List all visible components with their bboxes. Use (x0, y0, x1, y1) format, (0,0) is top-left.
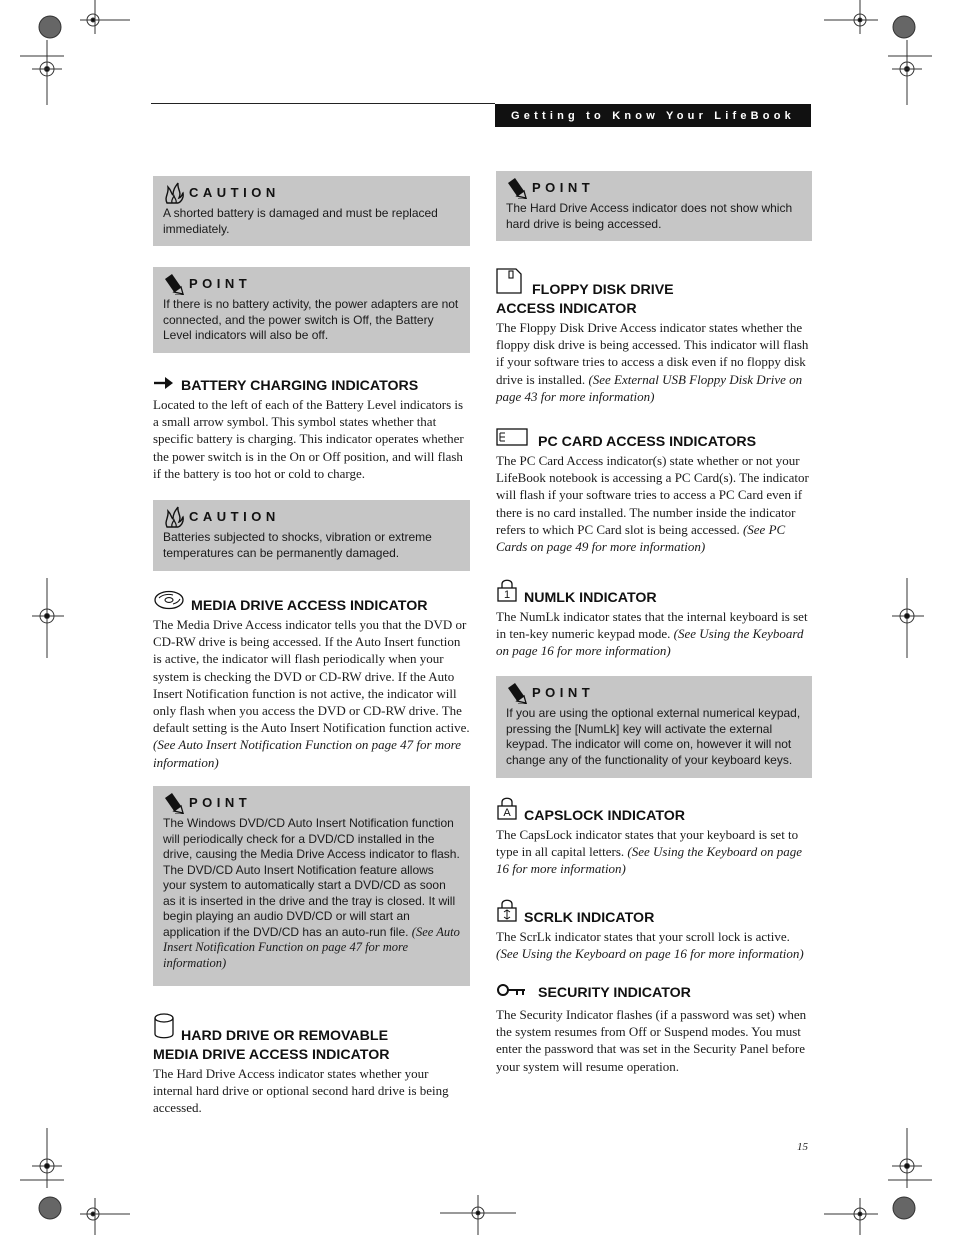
section-title: SCRLK INDICATOR (524, 910, 655, 926)
section-title: HARD DRIVE OR REMOVABLE (181, 1028, 389, 1044)
caution-flame-icon (163, 506, 185, 528)
section-title: PC CARD ACCESS INDICATORS (538, 434, 757, 450)
point-title: POINT (532, 180, 595, 196)
caution-header (163, 183, 460, 203)
section-body: The Security Indicator flashes (if a password was set) when the system resumes from Off or Suspend modes. You must enter the password that was set in the Security Panel before your system will resume operation. (496, 1007, 807, 1074)
body-text: The CapsLock indicator states that your keyboard is set to type in all capital letters. (496, 827, 799, 860)
cross-reference: (See Auto Insert Notification Function on page 47 for more information) (153, 737, 461, 770)
pc-card-section (496, 428, 812, 555)
hard-drive-section (153, 1012, 470, 1117)
battery-charging-section (153, 376, 470, 482)
point-box (496, 171, 812, 241)
section-body (496, 826, 812, 878)
point-header (163, 793, 460, 813)
section-title: SECURITY INDICATOR (538, 985, 691, 1001)
registration-mark-icon (20, 0, 170, 110)
caution-text: A shorted battery is damaged and must be replaced immediately. (163, 206, 438, 236)
caution-box (153, 500, 470, 571)
section-heading (496, 796, 812, 826)
point-header (163, 274, 460, 294)
registration-mark-icon (820, 1128, 954, 1235)
pc-card-icon (496, 428, 528, 452)
cross-reference: (See Using the Keyboard on page 16 for more information) (496, 946, 804, 962)
registration-mark-icon (440, 1195, 520, 1235)
section-title: BATTERY CHARGING INDICATORS (181, 378, 419, 394)
section-heading (153, 590, 470, 616)
section-body (496, 928, 812, 962)
caution-header (163, 507, 460, 527)
battery-arrow-icon (153, 376, 175, 396)
section-heading (496, 268, 812, 319)
point-box (496, 676, 812, 778)
capslock-lock-icon (496, 796, 518, 826)
cross-reference: (See Using the Keyboard on page 16 for more information) (496, 844, 803, 877)
section-heading (496, 578, 812, 608)
cross-reference: (See Using the Keyboard on page 16 for more information) (496, 626, 804, 659)
registration-mark-icon (888, 578, 928, 658)
section-title: NUMLK INDICATOR (524, 590, 657, 606)
registration-mark-icon (820, 0, 954, 110)
body-text: The Windows DVD/CD Auto Insert Notification function will periodically check for a DVD/CD installed in the drive, causing the Media Drive Access indicator to flash. The DVD/CD Auto Insert Notification feature allows your system to automatically start a DVD/CD as soon as it is inserted in the drive and the tray is closed. It will begin playing an audio DVD/CD or will start an application if the DVD/CD has an auto-run file. (163, 816, 460, 939)
point-pencil-icon (163, 273, 185, 295)
section-body: Located to the left of each of the Battery Level indicators is a small arrow symbol. This symbol states whether that specific battery is charging. This indicator operates whether the power switch is in the On or Off position, and will flash if the battery is too hot or cold to charge. (153, 397, 464, 481)
body-text: The Floppy Disk Drive Access indicator states whether the floppy disk drive is being accessed. This indicator will flash if your software tries to access a disk even if no floppy disk drive is installed. (496, 320, 809, 387)
point-box (153, 786, 470, 986)
section-body (153, 616, 470, 771)
header-rule (151, 103, 495, 104)
point-text (163, 816, 460, 971)
body-text: The ScrLk indicator states that your scroll lock is active. (496, 929, 790, 944)
point-title: POINT (189, 276, 252, 292)
section-heading (496, 428, 812, 452)
point-box (153, 267, 470, 353)
capslock-section (496, 796, 812, 878)
icon-label: A (503, 807, 511, 819)
registration-mark-icon (20, 1128, 170, 1235)
page-number: 15 (797, 1141, 808, 1153)
point-pencil-icon (163, 792, 185, 814)
security-section (496, 983, 812, 1075)
section-heading (153, 376, 470, 396)
point-text: The Hard Drive Access indicator does not show which hard drive is being accessed. (506, 201, 793, 231)
body-text: The NumLk indicator states that the internal keyboard is set in ten-key numeric keypad mode. (496, 609, 808, 642)
caution-title: CAUTION (189, 185, 280, 201)
icon-label: 1 (503, 589, 511, 601)
caution-flame-icon (163, 182, 185, 204)
numlk-section (496, 578, 812, 660)
caution-box (153, 176, 470, 246)
numlk-lock-icon (496, 578, 518, 608)
point-header (506, 683, 802, 703)
point-text: If you are using the optional external numerical keypad, pressing the [NumLk] key will activate the external keypad. The indicator will come on, however it will not change any of the functionality of your keyboard keys. (506, 706, 801, 767)
media-drive-section (153, 590, 470, 771)
section-body: The Hard Drive Access indicator states whether your internal hard drive or optional second hard drive is being accessed. (153, 1066, 449, 1116)
running-header: Getting to Know Your LifeBook (495, 104, 811, 127)
point-pencil-icon (506, 177, 528, 199)
section-title-line2: MEDIA DRIVE ACCESS INDICATOR (153, 1047, 390, 1063)
point-text: If there is no battery activity, the power adapters are not connected, and the power switch is Off, the Battery Level indicators will also be off. (163, 297, 459, 342)
point-header (506, 178, 802, 198)
section-body (496, 319, 812, 405)
heading-line (496, 268, 674, 300)
section-title: FLOPPY DISK DRIVE (532, 282, 674, 298)
section-body (496, 452, 812, 555)
section-title: MEDIA DRIVE ACCESS INDICATOR (191, 598, 428, 614)
body-text: The PC Card Access indicator(s) state whether or not your LifeBook notebook is accessing a PC Card(s). The indicator will flash if your software tries to access a PC Card even if there is no card installed. The number inside the indicator refers to which PC Card slot is being accessed. (496, 453, 809, 537)
floppy-section (496, 268, 812, 405)
point-title: POINT (532, 685, 595, 701)
heading-line (153, 1012, 388, 1046)
section-heading (496, 983, 812, 1003)
hard-drive-icon (153, 1012, 175, 1046)
cross-reference: (See External USB Floppy Disk Drive on page 43 for more information) (496, 371, 803, 404)
floppy-icon (496, 268, 522, 300)
disc-icon (153, 590, 185, 616)
section-heading (496, 898, 812, 928)
point-title: POINT (189, 795, 252, 811)
section-title-line2: ACCESS INDICATOR (496, 301, 637, 317)
cross-reference: (See PC Cards on page 49 for more information) (496, 521, 786, 555)
key-icon (496, 983, 526, 1003)
caution-text: Batteries subjected to shocks, vibration or extreme temperatures can be permanently damaged. (163, 530, 432, 560)
point-pencil-icon (506, 682, 528, 704)
registration-mark-icon (30, 578, 70, 658)
section-body (496, 608, 812, 660)
caution-title: CAUTION (189, 509, 280, 525)
scrlk-section (496, 898, 812, 962)
section-title: CAPSLOCK INDICATOR (524, 808, 686, 824)
body-text: The Media Drive Access indicator tells you that the DVD or CD-RW drive is being accessed. If the Auto Insert function is active, the indicator will flash periodically when your system is checking the DVD or CD-RW drive. If the Auto Insert Notification function is not active, the indicator will only flash when you access the DVD or CD-RW drive. The default setting is the Auto Insert Notification function active. (153, 617, 470, 736)
cross-reference: (See Auto Insert Notification Function on page 47 for more information) (163, 924, 460, 970)
scrlk-lock-icon (496, 898, 518, 928)
section-heading (153, 1012, 470, 1065)
